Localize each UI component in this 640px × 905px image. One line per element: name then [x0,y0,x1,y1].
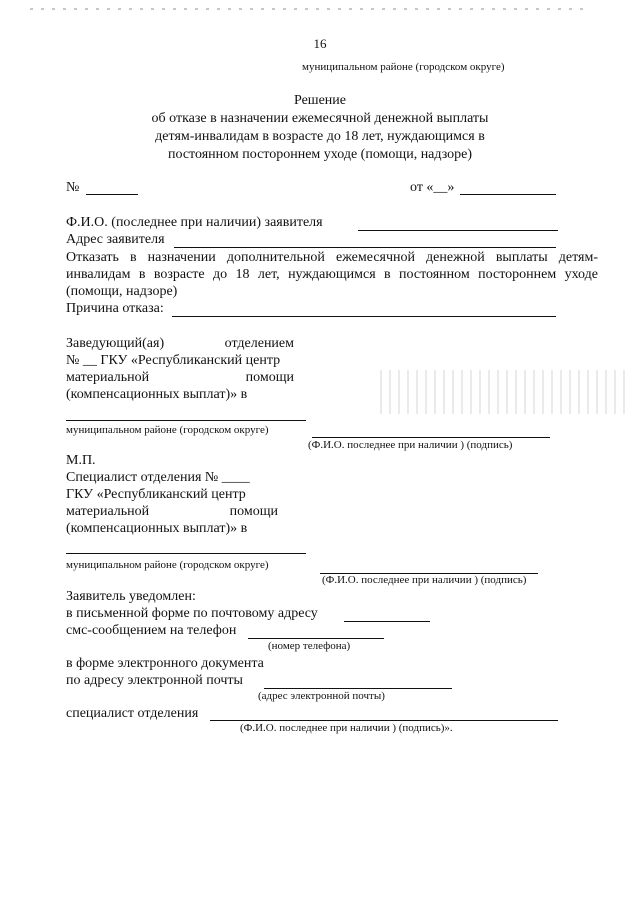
date-label: от «__» [410,180,455,195]
refuse-line-3: (помощи, надзоре) [66,284,178,299]
notified-electronic-2: по адресу электронной почты [66,673,243,688]
reason-blank[interactable] [172,316,556,317]
scan-noise-top [30,8,590,10]
specialist-line-4: (компенсационных выплат)» в [66,521,248,536]
specialist-line-1: Специалист отделения № ____ [66,470,250,485]
title-line-1: об отказе в назначении ежемесячной денежной выплаты [151,111,489,126]
fio-blank[interactable] [358,230,558,231]
head-district: муниципальном районе (городском округе) [66,424,269,436]
notified-specialist: специалист отделения [66,706,199,721]
specialist-line-2: ГКУ «Республиканский центр [66,487,246,502]
specialist-signature-caption: (Ф.И.О. последнее при наличии ) (подпись) [322,574,527,586]
stamp-label: М.П. [66,453,96,468]
refuse-line-2: инвалидам в возрасте до 18 лет, нуждающимся в постоянном постороннем уходе [66,267,598,282]
date-blank[interactable] [460,194,556,195]
head-line-4: (компенсационных выплат)» в [66,387,248,402]
title-line-3: постоянном постороннем уходе (помощи, надзоре) [167,147,473,162]
refuse-line-1: Отказать в назначении дополнительной ежемесячной денежной выплаты детям- [66,250,598,265]
head-district-blank[interactable] [66,420,306,421]
email-caption: (адрес электронной почты) [258,690,385,702]
head-signature-blank[interactable] [312,437,550,438]
phone-blank[interactable] [248,638,384,639]
address-blank[interactable] [174,247,556,248]
fio-label: Ф.И.О. (последнее при наличии) заявителя [66,215,323,230]
head-line-2: № __ ГКУ «Республиканский центр [66,353,281,368]
number-label: № [66,180,80,195]
notified-heading: Заявитель уведомлен: [66,589,196,604]
head-line-3: материальной помощи [66,370,294,385]
final-signature-caption: (Ф.И.О. последнее при наличии ) (подпись)». [240,722,453,734]
specialist-district-blank[interactable] [66,553,306,554]
reason-label: Причина отказа: [66,301,164,316]
title-line-2: детям-инвалидам в возрасте до 18 лет, нуждающимся в [155,129,485,144]
email-blank[interactable] [264,688,452,689]
notified-electronic-1: в форме электронного документа [66,656,264,671]
head-signature-caption: (Ф.И.О. последнее при наличии ) (подпись) [308,439,513,451]
mail-address-blank[interactable] [344,621,430,622]
number-blank[interactable] [86,194,138,195]
notified-by-mail: в письменной форме по почтовому адресу [66,606,318,621]
specialist-line-3: материальной помощи [66,504,278,519]
final-signature-blank[interactable] [210,720,558,721]
notified-by-sms: смс-сообщением на телефон [66,623,237,638]
specialist-district: муниципальном районе (городском округе) [66,559,269,571]
head-line-1: Заведующий(ая) отделением [66,336,294,351]
document-heading: Решение [293,93,346,108]
address-label: Адрес заявителя [66,232,165,247]
header-district: муниципальном районе (городском округе) [302,61,505,73]
page-number: 16 [313,36,327,51]
phone-caption: (номер телефона) [268,640,351,652]
scan-noise-right [380,370,630,414]
